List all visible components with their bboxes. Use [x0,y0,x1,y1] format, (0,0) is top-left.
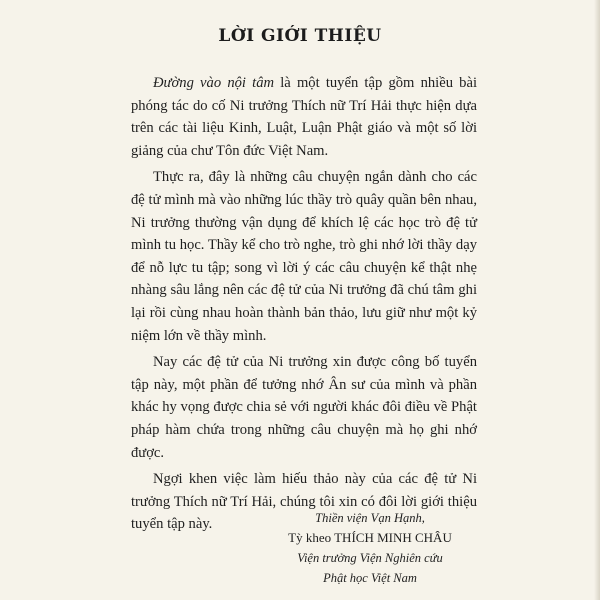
paragraph-1-text: là một tuyển tập gồm nhiều bài phóng tác do cố Ni trưởng Thích nữ Trí Hải thực hiện dựa trên các tài liệu Kinh, Luật, Luận Phật giáo và một số lời giảng của chư Tôn đức Việt Nam. [131,75,477,159]
signature-block [260,508,480,588]
paragraph-2: Thực ra, đây là những câu chuyện ngắn dành cho các đệ tử mình mà vào những lúc thầy trò quây quần bên nhau, Ni trưởng thường vận dụng để khích lệ các học trò đệ tử mình tu học. Thầy kể cho trò nghe, trò ghi nhớ lời thầy dạy để nỗ lực tu tập; song vì lời ý các câu chuyện kể thật nhẹ nhàng sâu lắng nên các đệ tử của Ni trưởng đã chú tâm ghi lại rồi cùng nhau hoàn thành bản thảo, lưu giữ như một kỷ niệm lớn về thầy mình. [131,169,477,344]
signature-name: Tỳ kheo THÍCH MINH CHÂU [288,530,452,545]
page-title: LỜI GIỚI THIỆU [218,26,382,46]
book-title-italic: Đường vào nội tâm [153,75,275,91]
signature-role-line-2: Phật học Việt Nam [323,571,417,585]
paragraph-4: Ngợi khen việc làm hiếu thảo này của các đệ tử Ni trưởng Thích nữ Trí Hải, chúng tôi xin có đôi lời giới thiệu tuyển tập này. [131,471,477,533]
signature-place: Thiền viện Vạn Hạnh, [315,511,425,525]
body-text [131,72,477,540]
paragraph-3: Nay các đệ tử của Ni trưởng xin được công bố tuyển tập này, một phần để tưởng nhớ Ân sư của mình và phần khác hy vọng được chia sẻ với người khác đôi điều về Phật pháp hàm chứa trong những câu chuyện mà họ ghi nhớ được. [131,354,477,461]
signature-role-line-1: Viện trưởng Viện Nghiên cứu [297,551,443,565]
page-edge-shadow [594,0,600,600]
paragraph-1 [131,72,477,162]
